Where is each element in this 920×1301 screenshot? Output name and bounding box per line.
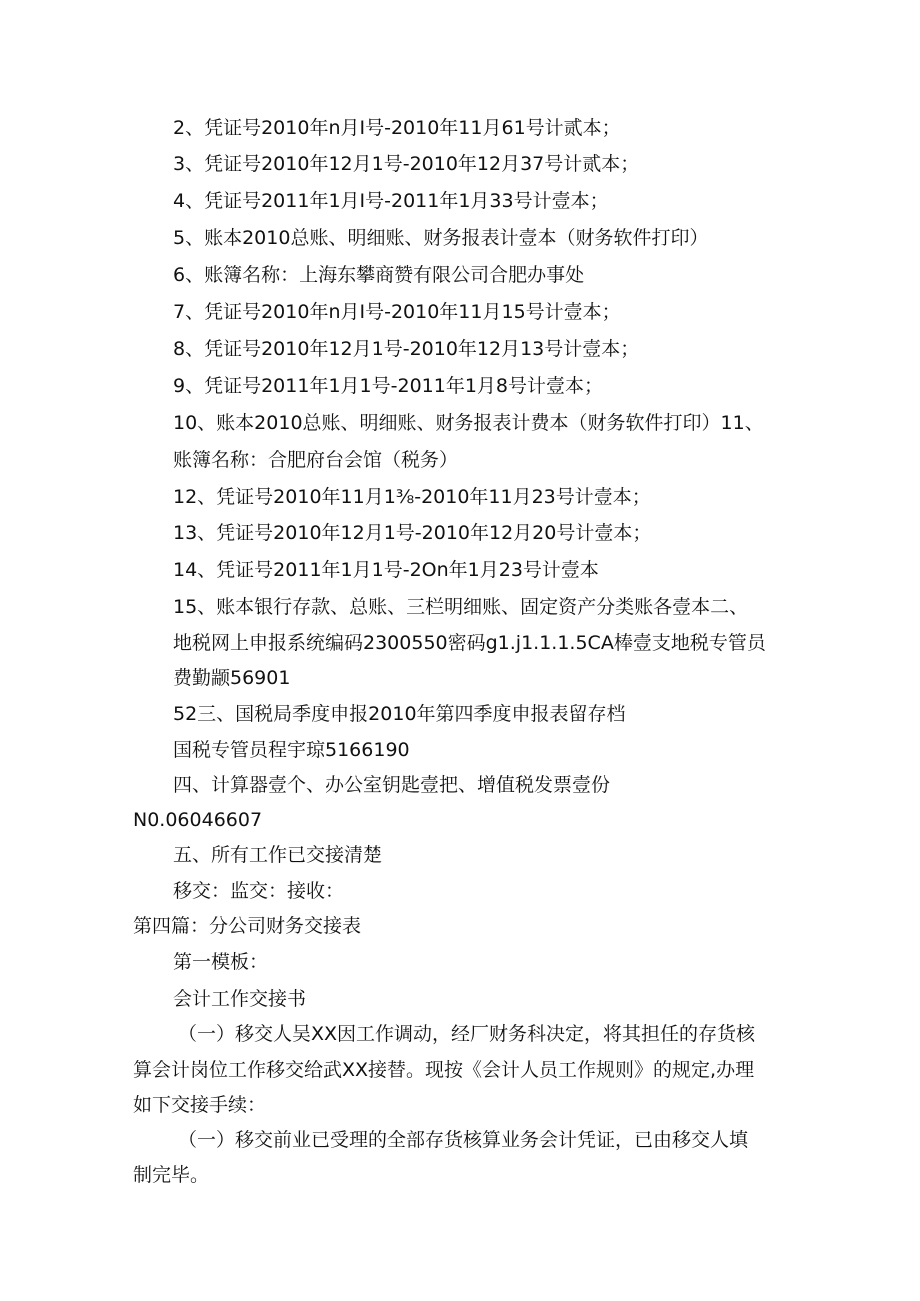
text-line: 3、凭证号2010年12月1号-2010年12月37号计贰本；: [173, 153, 640, 175]
text-line: 9、凭证号2011年1月1号-2011年1月8号计壹本；: [173, 375, 604, 397]
text-line: （一）移交前业已受理的全部存货核算业务会计凭证，已由移交人填: [178, 1129, 749, 1151]
text-line: 13、凭证号2010年12月1号-2010年12月20号计壹本；: [173, 522, 652, 544]
text-line: 52三、国税局季度申报2010年第四季度申报表留存档: [173, 703, 626, 725]
text-line: 8、凭证号2010年12月1号-2010年12月13号计壹本；: [173, 338, 640, 360]
text-line: 算会计岗位工作移交给武XX接替。现按《会计人员工作规则》的规定,办理: [133, 1059, 755, 1081]
text-line: 4、凭证号2011年1月I号-2011年1月33号计壹本；: [173, 190, 609, 212]
text-line: 四、计算器壹个、办公室钥匙壹把、增值税发票壹份: [173, 774, 611, 796]
text-line: 第一模板：: [173, 951, 269, 973]
text-line: 如下交接手续：: [133, 1094, 267, 1116]
text-line: 5、账本2010总账、明细账、财务报表计壹本（财务软件打印）: [173, 227, 709, 249]
text-line: 15、账本银行存款、总账、三栏明细账、固定资产分类账各壹本二、: [173, 596, 749, 618]
text-line: 地税网上申报系统编码2300550密码g1.j1.1.1.5CA棒壹支地税专管员: [173, 632, 766, 654]
text-line: 7、凭证号2010年n月I号-2010年11月15号计壹本；: [173, 301, 621, 323]
text-line: 10、账本2010总账、明细账、财务报表计费本（财务软件打印）11、: [173, 412, 764, 434]
text-line: 移交：监交：接收：: [173, 880, 345, 902]
text-line: 国税专管员程宇琼5166190: [173, 739, 410, 761]
text-line: 12、凭证号2010年11月1⅜-2010年11月23号计壹本；: [173, 486, 651, 508]
document-title: 会计工作交接书: [173, 988, 307, 1010]
text-line: 14、凭证号2011年1月1号-2On年1月23号计壹本: [173, 559, 599, 581]
text-line: N0.06046607: [133, 809, 263, 831]
text-line: 账簿名称：合肥府台会馆（税务）: [173, 449, 459, 471]
section-heading: 第四篇：分公司财务交接表: [133, 915, 362, 937]
text-line: （一）移交人吴XX因工作调动，经厂财务科决定，将其担任的存货核: [178, 1023, 756, 1045]
text-line: 费勤颛56901: [173, 667, 291, 689]
text-line: 五、所有工作已交接清楚: [173, 844, 383, 866]
text-line: 2、凭证号2010年n月I号-2010年11月61号计贰本；: [173, 117, 621, 139]
text-line: 6、账簿名称：上海东攀商赞有限公司合肥办事处: [173, 264, 585, 286]
text-line: 制完毕。: [133, 1164, 210, 1186]
